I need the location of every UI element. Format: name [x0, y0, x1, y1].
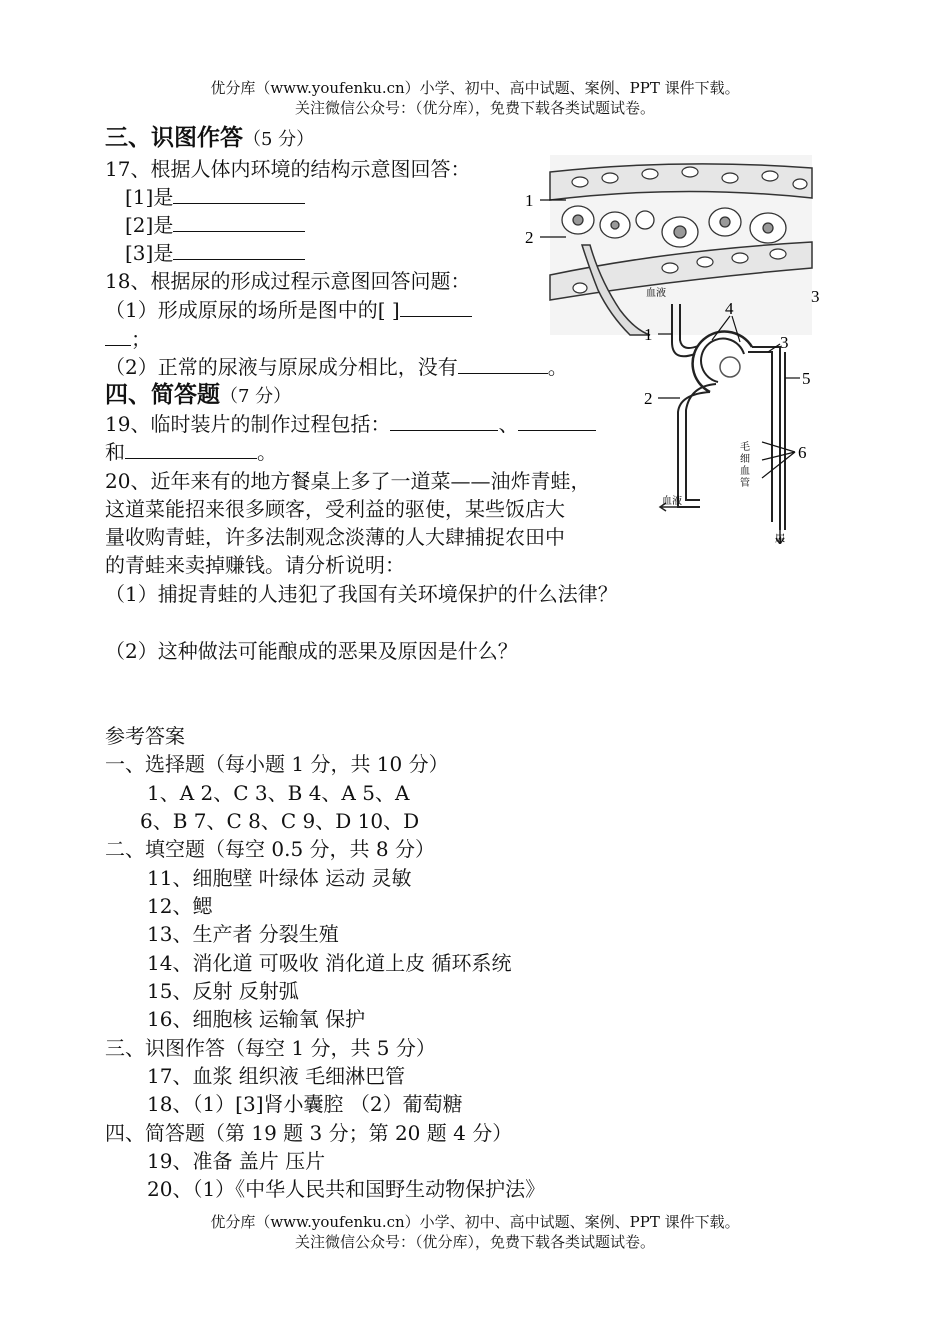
answer-line-4: 二、填空题（每空 0.5 分，共 8 分） — [105, 837, 435, 861]
q18-blank-2[interactable] — [458, 353, 548, 374]
q19-line-1 — [105, 410, 596, 438]
q19-and: 和 — [105, 440, 125, 464]
answer-line-11: 三、识图作答（每空 1 分，共 5 分） — [105, 1036, 436, 1060]
q19-blank-3[interactable] — [125, 438, 257, 459]
q18-text: 18、根据尿的形成过程示意图回答问题： — [105, 269, 471, 293]
q18-blank-1b[interactable] — [105, 325, 131, 346]
answer-line-12: 17、血浆 组织液 毛细淋巴管 — [147, 1064, 406, 1088]
q20-line-4: 的青蛙来卖掉赚钱。请分析说明： — [105, 553, 405, 577]
section-4-title — [105, 381, 291, 411]
q18-part2 — [105, 353, 568, 381]
fig2-label-1: 1 — [644, 325, 653, 344]
glomerulus-loop — [720, 357, 740, 377]
fig1-label-2: 2 — [525, 228, 534, 247]
q17-blank-3[interactable] — [173, 239, 305, 260]
afferent-arteriole-inner — [680, 304, 698, 348]
fig2-urine: 尿 — [775, 534, 785, 544]
q17-item-3-label: [3]是 — [125, 241, 174, 265]
renal-tubule-outer — [678, 392, 710, 507]
answer-line-9: 15、反射 反射弧 — [147, 979, 299, 1003]
q17-blank-2[interactable] — [173, 211, 305, 232]
urine-formation-figure — [640, 282, 820, 544]
fig1-label-1: 1 — [525, 191, 534, 210]
answer-line-7: 13、生产者 分裂生殖 — [147, 922, 339, 946]
q18-part2-end: 。 — [547, 355, 568, 379]
q20-line-1: 20、近年来有的地方餐桌上多了一道菜——油炸青蛙， — [105, 469, 591, 493]
q20-part1: （1）捕捉青蛙的人违犯了我国有关环境保护的什么法律？ — [105, 582, 618, 606]
q18-part1-cont — [105, 325, 151, 353]
fig2-capillary-4: 管 — [740, 478, 750, 489]
q20-line-3: 量收购青蛙，许多法制观念淡薄的人大肆捕捉农田中 — [105, 525, 565, 549]
q18-part1-end: ； — [131, 327, 151, 351]
q19-line-2 — [105, 438, 277, 466]
q18-part1 — [105, 296, 472, 324]
fig2-leader-4b — [732, 316, 740, 342]
q19-sep: 、 — [498, 412, 519, 436]
q19-text: 19、临时装片的制作过程包括： — [105, 412, 391, 436]
section-4-points: （7 分） — [220, 386, 292, 407]
answers-title: 参考答案 — [105, 724, 185, 748]
q18-blank-1a[interactable] — [400, 296, 472, 317]
answer-line-3: 6、B 7、C 8、C 9、D 10、D — [140, 809, 420, 833]
fig2-blood-out: 血液 — [662, 496, 682, 507]
fig2-blood-in: 血液 — [646, 288, 666, 299]
answer-line-6: 12、鳃 — [147, 894, 213, 918]
q20-line-2: 这道菜能招来很多顾客，受利益的驱使，某些饭店大 — [105, 497, 565, 521]
answer-line-16: 20、（1）《中华人民共和国野生动物保护法》 — [147, 1177, 546, 1201]
q17-item-2 — [125, 211, 305, 239]
q18-part1-text: （1）形成原尿的场所是图中的[ ] — [105, 298, 400, 322]
q17-item-1 — [125, 183, 305, 211]
answer-line-14: 四、简答题（第 19 题 3 分；第 20 题 4 分） — [105, 1121, 513, 1145]
fig2-label-6: 6 — [798, 443, 807, 462]
renal-tubule-inner — [686, 384, 716, 500]
collecting-duct — [752, 347, 780, 530]
footer-line-2: 关注微信公众号：（优分库），免费下载各类试题试卷。 — [294, 1233, 655, 1251]
footer-line-1: 优分库（www.youfenku.cn）小学、初中、高中试题、案例、PPT 课件下载。 — [210, 1213, 740, 1231]
answer-line-13: 18、（1）[3]肾小囊腔 （2）葡萄糖 — [147, 1092, 463, 1116]
q17-item-2-label: [2]是 — [125, 213, 174, 237]
fig2-label-4: 4 — [725, 299, 734, 318]
section-4-title-text: 四、简答题 — [105, 382, 220, 408]
answer-line-5: 11、细胞壁 叶绿体 运动 灵敏 — [147, 866, 412, 890]
q17-blank-1[interactable] — [173, 183, 305, 204]
fig2-leader-4a — [712, 316, 730, 340]
answer-line-2: 1、A 2、C 3、B 4、A 5、A — [147, 781, 410, 805]
fig1-label-3: 3 — [811, 287, 820, 306]
header-line-1: 优分库（www.youfenku.cn）小学、初中、高中试题、案例、PPT 课件下载。 — [210, 79, 740, 97]
answer-line-10: 16、细胞核 运输氧 保护 — [147, 1007, 366, 1031]
answer-line-8: 14、消化道 可吸收 消化道上皮 循环系统 — [147, 951, 512, 975]
answer-line-1: 一、选择题（每小题 1 分，共 10 分） — [105, 752, 449, 776]
fig2-leader-6a — [762, 442, 795, 452]
efferent-vessel — [748, 352, 772, 522]
fig2-capillary-1: 毛 — [740, 442, 750, 453]
q17-text: 17、根据人体内环境的结构示意图回答： — [105, 157, 471, 181]
q19-blank-1[interactable] — [390, 410, 498, 431]
fig2-capillary-2: 细 — [740, 454, 750, 465]
answer-line-15: 19、准备 盖片 压片 — [147, 1149, 326, 1173]
q17-item-1-label: [1]是 — [125, 185, 174, 209]
fig2-label-2: 2 — [644, 389, 653, 408]
q18-part2-text: （2）正常的尿液与原尿成分相比，没有 — [105, 355, 458, 379]
header-line-2: 关注微信公众号：（优分库），免费下载各类试题试卷。 — [294, 99, 655, 117]
q19-end: 。 — [257, 440, 277, 464]
q19-blank-2[interactable] — [518, 410, 596, 431]
section-3-title-text: 三、识图作答 — [105, 125, 243, 151]
fig2-capillary-3: 血 — [740, 466, 750, 477]
section-3-title — [105, 124, 314, 154]
q20-part2: （2）这种做法可能酿成的恶果及原因是什么？ — [105, 639, 518, 663]
fig2-label-3: 3 — [780, 333, 789, 352]
fig2-label-5: 5 — [802, 369, 811, 388]
q17-item-3 — [125, 239, 305, 267]
section-3-points: （5 分） — [243, 129, 315, 150]
